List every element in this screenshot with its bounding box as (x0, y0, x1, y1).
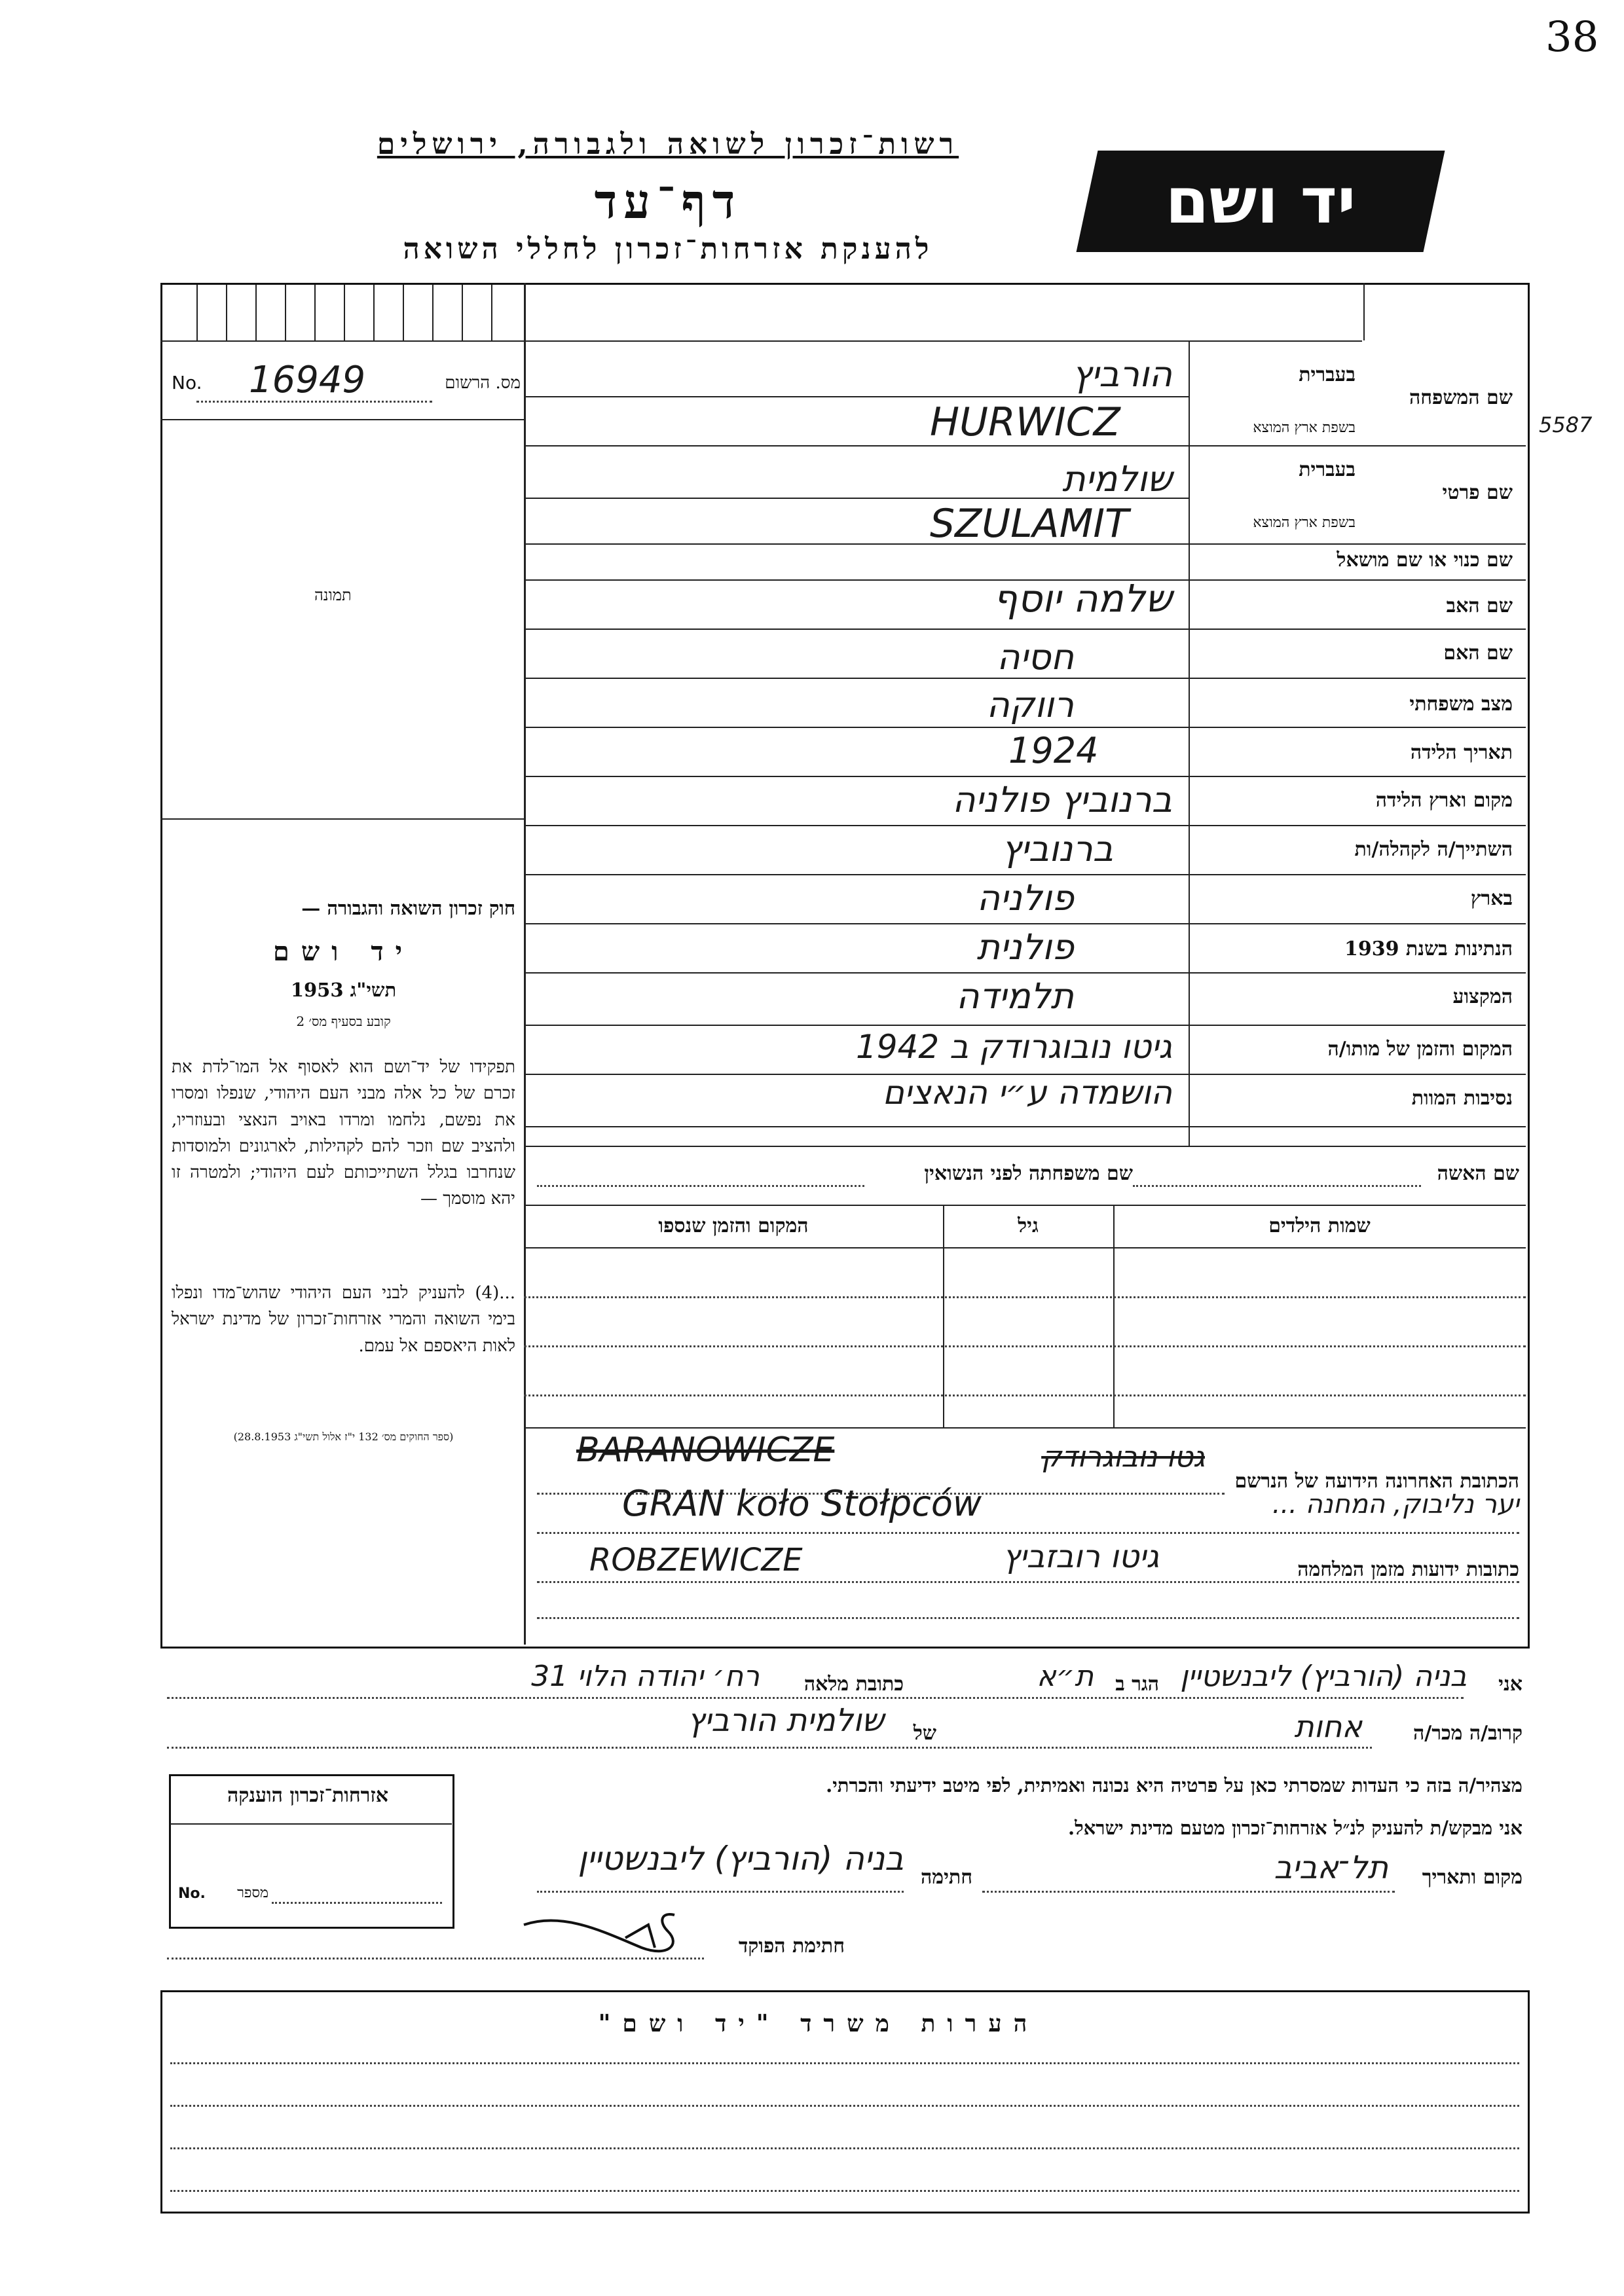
death-place-label: המקום והזמן של מותו/ה (1327, 1038, 1513, 1061)
maiden-name-label: שם משפחתה לפני הנשואין (924, 1162, 1133, 1185)
children-age-header: גיל (1018, 1214, 1039, 1237)
logo (1077, 151, 1445, 252)
birth-date-value: 1924 (1008, 730, 1099, 771)
citizenship-number-label: מספר (237, 1885, 268, 1901)
citizenship-label: הנתינות בשנת 1939 (1344, 938, 1513, 960)
citizenship-no-label: No. (178, 1886, 206, 1902)
reg-no-label: No. (172, 372, 202, 393)
signature-label: חתימה (921, 1866, 972, 1889)
address-value: רח׳ יהודה הלוי 31 (531, 1660, 760, 1693)
in-hebrew-label-1: בעברית (1299, 363, 1356, 386)
death-place-value: גיטו נובוגרודק ב 1942 (855, 1028, 1172, 1066)
statement-2: אני מבקש/ת להעניק לנ״ל אזרחות־זכרון מטעם מדינת ישראל. (1068, 1817, 1522, 1839)
children-names-header: שמות הילדים (1268, 1214, 1371, 1237)
page-number: 38 (1545, 13, 1599, 62)
father-label: שם האב (1446, 594, 1513, 617)
reg-label: מס. הרשום (445, 373, 521, 393)
first-name-origin: SZULAMIT (930, 501, 1129, 547)
nickname-label: שם כנוי או שם מושאל (1337, 549, 1513, 572)
death-cause-label: נסיבות המוות (1411, 1087, 1513, 1110)
law-name: יד ושם (272, 936, 415, 967)
i-label: אני (1498, 1673, 1522, 1696)
margin-note: 5587 (1539, 412, 1593, 437)
statement-1: מצהיר/ה בזה כי העדות שמסרתי כאן על פרטיה היא נכונה ואמיתית, לפי מיטב ידיעתי והכרתי. (826, 1774, 1522, 1796)
profession-label: המקצוע (1452, 985, 1513, 1008)
family-name-origin: HURWICZ (930, 399, 1120, 445)
law-source: (ספר החוקים מס׳ 132 י"ז אלול תשי"ג 28.8.1953) (233, 1430, 454, 1443)
profession-value: תלמידה (956, 975, 1074, 1017)
law-paragraph-2: ...(4) להעניק לבני העם היהודי שהוש־מדו ונפלו בימי השואה והמרי אזרחות־זכרון של מדינת ישראל לאות היאספם אל עמם. (172, 1283, 515, 1356)
war-address-label: כתובות ידועות מזמן המלחמה (1297, 1558, 1519, 1581)
officer-signature-scribble (511, 1886, 720, 1971)
in-hebrew-label-2: בעברית (1299, 458, 1356, 481)
law-paragraph-1: תפקידו של יד־ושם הוא לאסוף אל המו־לדת את זכרם של כל אלה מבני העם היהודי, שנפלו ומסרו את נפשם, נלחמו ומרדו באויב הנאצי ובעוזריו, ולהציב שם וזכר להם לקהילות, לארגונים ולמוסדות שנחרבו בגלל השתייכותם לעם היהודי; ולמטרה זו יהא מוסמך — (172, 1057, 515, 1209)
place-date-label: מקום ותאריך (1422, 1866, 1522, 1889)
war-note: יער נליבוק, המחנה ... (1272, 1489, 1519, 1520)
law-year: תשי"ג 1953 (290, 979, 397, 1001)
marital-value: רווקה (986, 684, 1074, 725)
office-notes-title: הערות משרד "יד ושם" (598, 2010, 1039, 2037)
in-origin-label-2: בשפת ארץ המוצא (1253, 515, 1356, 531)
children-death-header: המקום והזמן שנספו (658, 1214, 809, 1237)
community-value: ברנוביץ (1001, 828, 1113, 869)
relation-value: אחות (1294, 1709, 1362, 1744)
resides-label: הגר ב (1115, 1673, 1159, 1696)
family-name-he: הורביץ (1072, 354, 1172, 395)
law-title: חוק זכרון השואה והגבורה — (301, 897, 515, 919)
first-name-label: שם פרטי (1442, 481, 1513, 504)
country-label: בארץ (1470, 887, 1513, 910)
address-label: כתובת מלאה (803, 1673, 904, 1696)
birth-place-value: ברנוביץ פולניה (952, 779, 1172, 820)
place-date-value: תל־אביב (1274, 1850, 1388, 1886)
of-label: של (913, 1722, 936, 1745)
of-name: שולמית הורביץ (687, 1702, 884, 1739)
country-value: פולניה (976, 877, 1074, 919)
officer-signature-label: חתימת הפוקד (738, 1935, 845, 1958)
first-name-he: שולמית (1062, 458, 1172, 500)
law-clause: קובע בסעיף מס׳ 2 (296, 1013, 391, 1029)
last-address-value: GRAN koło Stołpców (622, 1483, 982, 1524)
father-value: שלמה יוסף (993, 576, 1172, 621)
form-title: דף־עד (594, 173, 742, 229)
wife-label: שם האשה (1437, 1162, 1519, 1185)
birth-date-label: תאריך הלידה (1410, 741, 1513, 764)
citizenship-box-title: אזרחות־זכרון הוענקה (227, 1784, 389, 1807)
relation-label: קרוב/ה מכר/ה (1413, 1722, 1522, 1745)
birth-place-label: מקום וארץ הלידה (1375, 789, 1513, 812)
last-address-label: הכתובת האחרונה הידועה של הנרשם (1234, 1470, 1519, 1493)
death-cause-value: הושמדה ע״י הנאצים (882, 1074, 1172, 1112)
signature-value: בניה (הורביץ) ליבנשטיין (578, 1840, 904, 1878)
in-origin-label-1: בשפת ארץ המוצא (1253, 420, 1356, 436)
war-address-value: ROBZEWICZE (589, 1542, 803, 1578)
mother-value: חסיה (997, 636, 1074, 678)
form-subtitle: להענקת אזרחות־זכרון לחללי השואה (403, 232, 933, 266)
mother-label: שם האם (1443, 642, 1513, 665)
authority-title: רשות־זכרון לשואה ולגבורה, ירושלים (377, 128, 959, 161)
reg-number: 16949 (249, 359, 366, 401)
citizenship-value: פולנית (976, 926, 1074, 968)
resides-value: ת״א (1037, 1660, 1094, 1693)
logo-text: יד ושם (1165, 164, 1356, 238)
witness-name: בניה (הורביץ) ליבנשטיין (1180, 1660, 1467, 1693)
last-address-he: גטו נובוגרודק (1041, 1440, 1205, 1474)
community-label: השתייך/ה לקהלה/ות (1354, 838, 1513, 861)
family-name-label: שם המשפחה (1409, 386, 1513, 409)
war-address-he: גיטו רובזביץ (1003, 1539, 1159, 1575)
photo-label: תמונה (314, 586, 352, 604)
marital-label: מצב משפחתי (1409, 693, 1513, 716)
last-address-struck: BARANOWICZE (576, 1430, 835, 1470)
